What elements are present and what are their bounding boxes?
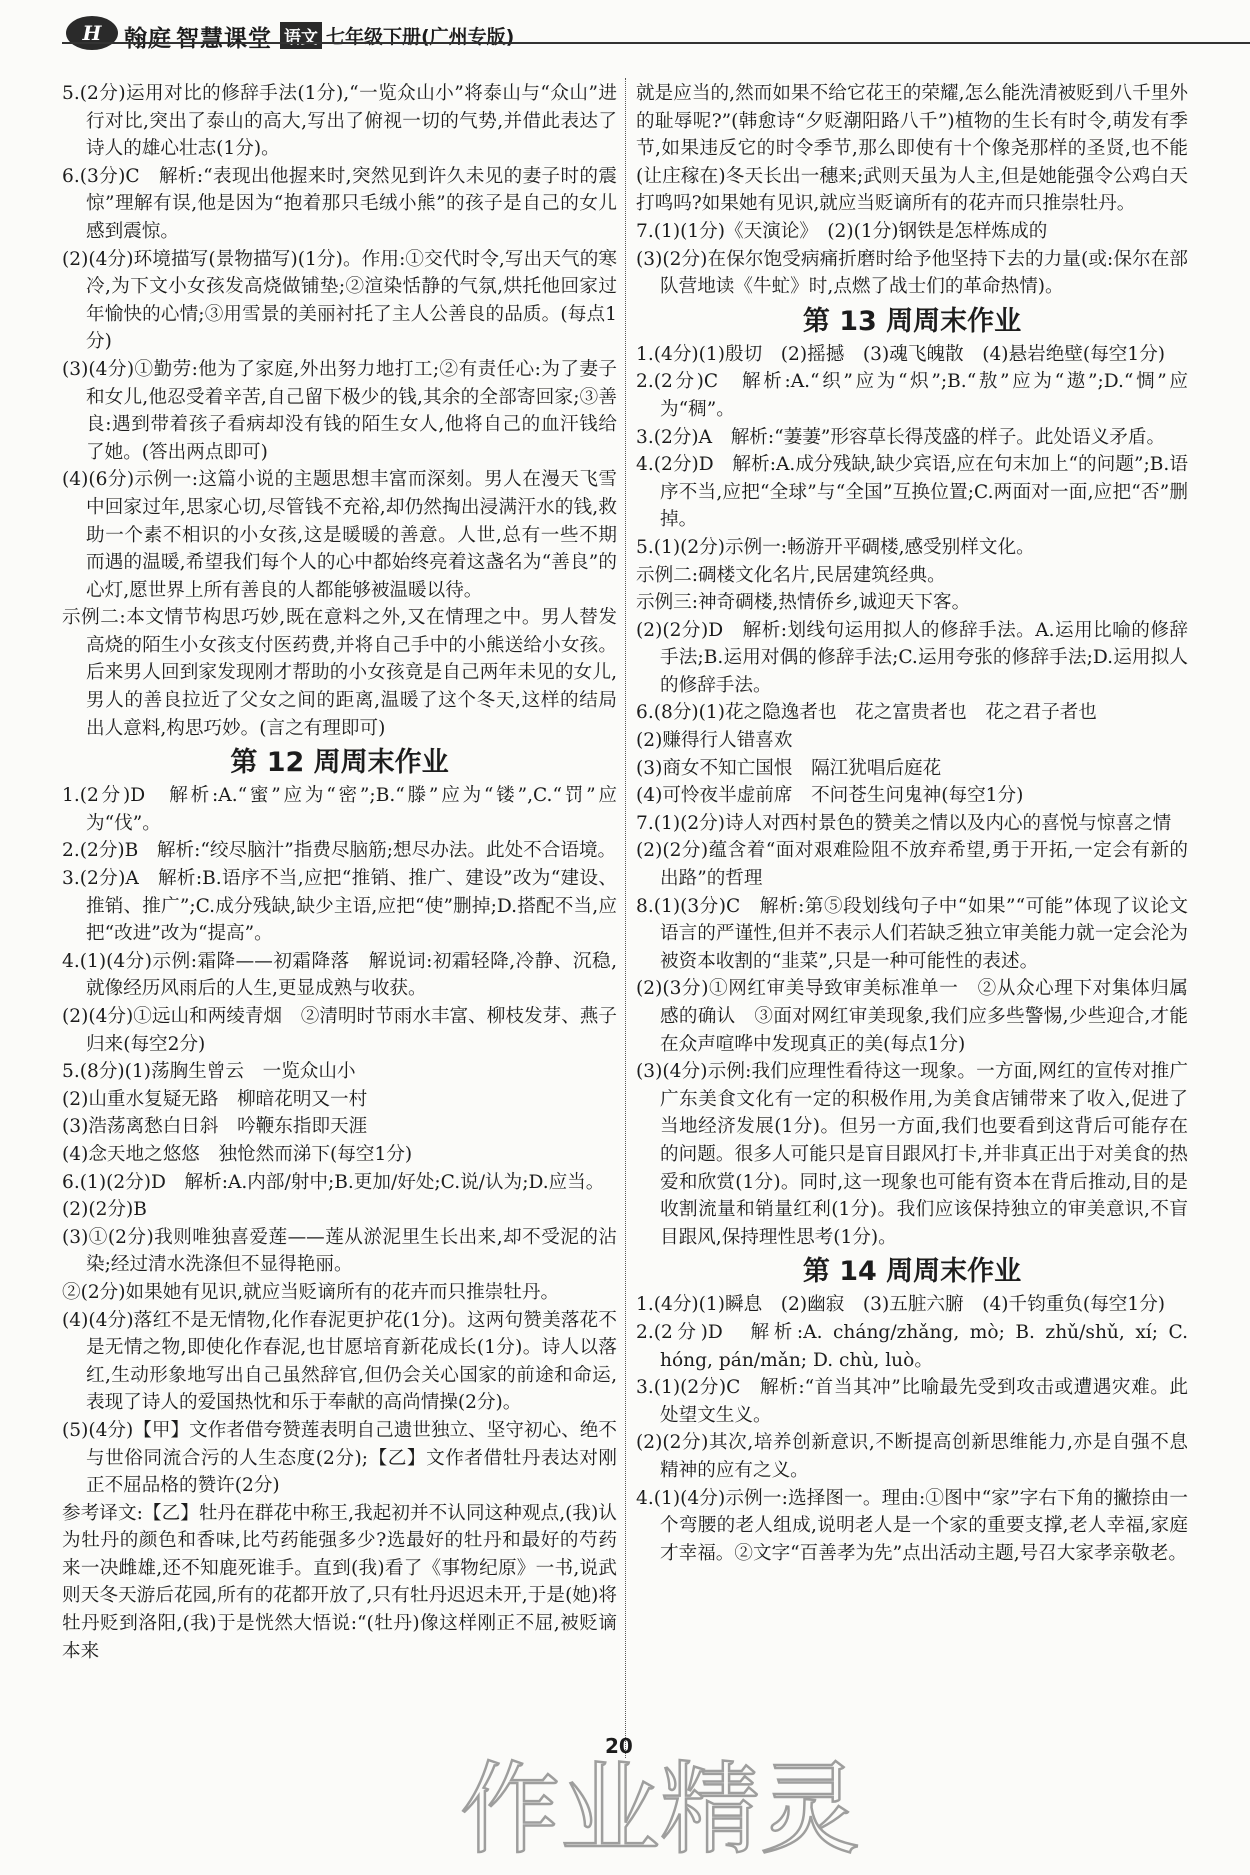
- grade-label: 七年级下册(广州专版): [326, 26, 515, 48]
- answer-paragraph: 7.(1)(1分)《天演论》 (2)(1分)钢铁是怎样炼成的: [636, 220, 1048, 242]
- section-heading: 第 14 周周末作业: [802, 1256, 1022, 1288]
- answer-paragraph: 6.(1)(2分)D 解析:A.内部/射中;B.更加/好处;C.说/认为;D.应当。: [62, 1171, 605, 1193]
- answer-paragraph: (2)(4分)①远山和两绫青烟 ②清明时节雨水丰富、柳枝发芽、燕子归来(每空2分): [62, 1006, 617, 1055]
- answer-paragraph: 1.(4分)(1)瞬息 (2)幽寂 (3)五脏六腑 (4)千钧重负(每空1分): [636, 1294, 1166, 1316]
- answer-paragraph: 4.(1)(4分)示例:霜降——初霜降落 解说词:初霜轻降,冷静、沉稳,就像经历风雨后的人生,更显成熟与收获。: [62, 950, 617, 1000]
- answer-paragraph: 4.(1)(4分)示例一:选择图一。理由:①图中“家”字右下角的撇捺由一个弯腰的老人组成,说明老人是一个家的重要支撑,老人幸福,家庭才幸福。②文字“百善孝为先”点出活动主题,号召大家孝亲敬老。: [636, 1487, 1188, 1564]
- answer-paragraph: (2)赚得行人错喜欢: [636, 730, 793, 752]
- right-column: [636, 80, 1188, 1567]
- answer-paragraph: (5)(4分)【甲】文作者借夸赞莲表明自己遗世独立、坚守初心、绝不与世俗同流合污的人生态度(2分);【乙】文作者借牡丹表达对刚正不屈品格的赞许(2分): [62, 1419, 617, 1497]
- answer-paragraph: 7.(1)(2分)诗人对西村景色的赞美之情以及内心的喜悦与惊喜之情: [636, 812, 1172, 834]
- answer-paragraph: 1.(2分)D 解析:A.“蜜”应为“密”;B.“滕”应为“镂”,C.“罚”应为“伐”。: [62, 785, 617, 834]
- answer-paragraph: (2)山重水复疑无路 柳暗花明又一村: [62, 1088, 368, 1110]
- answer-paragraph: 示例三:神奇碉楼,热情侨乡,诚迎天下客。: [636, 592, 971, 614]
- answer-paragraph: 5.(2分)运用对比的修辞手法(1分),“一览众山小”将泰山与“众山”进行对比,突出了泰山的高大,写出了俯视一切的气势,并借此表达了诗人的雄心壮志(1分)。: [62, 83, 617, 160]
- answer-paragraph: ②(2分)如果她有见识,就应当贬谪所有的花卉而只推崇牡丹。: [62, 1281, 560, 1303]
- answer-paragraph: 5.(8分)(1)荡胸生曾云 一览众山小: [62, 1061, 356, 1083]
- answer-paragraph: (3)①(2分)我则唯独喜爱莲——莲从淤泥里生长出来,却不受泥的沾染;经过清水洗涤但不显得艳丽。: [62, 1226, 617, 1276]
- section-heading: 第 13 周周末作业: [802, 305, 1022, 337]
- watermark-text: 作业精灵: [460, 1752, 860, 1867]
- left-column: [62, 80, 617, 1665]
- answer-paragraph: 2.(2分)B 解析:“绞尽脑汁”指费尽脑筋;想尽办法。此处不合语境。: [62, 840, 617, 862]
- page-header: [58, 12, 528, 56]
- answer-paragraph: 4.(2分)D 解析:A.成分残缺,缺少宾语,应在句末加上“的问题”;B.语序不当,应把“全球”与“全国”互换位置;C.两面对一面,应把“否”删掉。: [636, 454, 1188, 531]
- page-number: 20: [605, 1734, 633, 1758]
- reference-translation: 参考译文:【乙】牡丹在群花中称王,我起初并不认同这种观点,(我)认为牡丹的颜色和香味,比芍药能强多少?选最好的牡丹和最好的芍药来一决雌雄,还不知鹿死谁手。直到(我)看了《事物纪原》一书,说武则天冬天游后花园,所有的花都开放了,只有牡丹迟迟未开,于是(她)将牡丹贬到洛阳,(我)于是恍然大悟说:“(牡丹)像这样刚正不屈,被贬谪本来: [62, 1502, 617, 1662]
- answer-paragraph: 5.(1)(2分)示例一:畅游开平碉楼,感受别样文化。: [636, 536, 1035, 558]
- answer-paragraph: (2)(2分)蕴含着“面对艰难险阻不放弃希望,勇于开拓,一定会有新的出路”的哲理: [636, 840, 1188, 890]
- answer-paragraph: 示例二:本文情节构思巧妙,既在意料之外,又在情理之中。男人替发高烧的陌生小女孩支付医药费,并将自己手中的小熊送给小女孩。后来男人回到家发现刚才帮助的小女孩竟是自己两年未见的女儿,男人的善良拉近了父女之间的距离,温暖了这个冬天,这样的结局出人意料,构思巧妙。(言之有理即可): [62, 607, 617, 739]
- brand-logo-icon: H: [66, 16, 118, 50]
- answer-paragraph: 就是应当的,然而如果不给它花王的荣耀,怎么能洗清被贬到八千里外的耻辱呢?”(韩愈诗“夕贬潮阳路八千”)植物的生长有时令,萌发有季节,如果违反它的时令季节,那么即使有十个像尧那样的圣贤,也不能(让庄稼在)冬天长出一穗来;武则天虽为人主,但是她能强令公鸡白天打鸣吗?如果她有见识,就应当贬谪所有的花卉而只推崇牡丹。: [636, 83, 1188, 215]
- answer-paragraph: (2)(2分)D 解析:划线句运用拟人的修辞手法。A.运用比喻的修辞手法;B.运用对偶的修辞手法;C.运用夸张的修辞手法;D.运用拟人的修辞手法。: [636, 619, 1188, 696]
- answer-paragraph: 1.(4分)(1)殷切 (2)摇撼 (3)魂飞魄散 (4)悬岩绝壁(每空1分): [636, 343, 1166, 365]
- answer-paragraph: 2.(2分)D 解析:A. cháng/zhǎng, mò; B. zhǔ/shǔ, xí; C. hóng, pán/mǎn; D. chù, luò。: [636, 1321, 1188, 1371]
- answer-paragraph: (3)(4分)①勤劳:他为了家庭,外出努力地打工;②有责任心:为了妻子和女儿,他忍受着辛苦,自己留下极少的钱,其余的全部寄回家;③善良:遇到带着孩子看病却没有钱的陌生女人,他将自己的血汗钱给了她。(答出两点即可): [62, 358, 617, 463]
- answer-paragraph: (3)浩荡离愁白日斜 吟鞭东指即天涯: [62, 1116, 368, 1138]
- answer-paragraph: 3.(1)(2分)C 解析:“首当其冲”比喻最先受到攻击或遭遇灾难。此处望文生义。: [636, 1377, 1188, 1426]
- answer-paragraph: (3)(4分)示例:我们应理性看待这一现象。一方面,网红的宣传对推广广东美食文化有一定的积极作用,为美食店铺带来了收入,促进了当地经济发展(1分)。但另一方面,我们也要看到这背后可能存在的问题。很多人可能只是盲目跟风打卡,并非真正出于对美食的热爱和欣赏(1分)。同时,这一现象也可能有资本在背后推动,目的是收割流量和销量红利(1分)。我们应该保持独立的审美意识,不盲目跟风,保持理性思考(1分)。: [636, 1061, 1188, 1248]
- answer-paragraph: (4)可怜夜半虚前席 不问苍生问鬼神(每空1分): [636, 785, 1024, 807]
- answer-paragraph: (2)(3分)①网红审美导致审美标准单一 ②从众心理下对集体归属感的确认 ③面对网红审美现象,我们应多些警惕,少些迎合,才能在众声喧哗中发现真正的美(每点1分): [636, 978, 1188, 1055]
- column-divider: [625, 78, 626, 1758]
- answer-paragraph: (2)(2分)B: [62, 1199, 147, 1221]
- answer-paragraph: 2.(2分)C 解析:A.“织”应为“炽”;B.“敖”应为“遨”;D.“惆”应为“稠”。: [636, 371, 1188, 420]
- answer-paragraph: 6.(3分)C 解析:“表现出他握来时,突然见到许久未见的妻子时的震惊”理解有误,他是因为“抱着那只毛绒小熊”的孩子是自己的女儿感到震惊。: [62, 165, 617, 242]
- brand-name: 翰庭 智慧课堂: [124, 26, 272, 52]
- answer-paragraph: (2)(2分)其次,培养创新意识,不断提高创新思维能力,亦是自强不息精神的应有之义。: [636, 1432, 1188, 1481]
- answer-paragraph: 3.(2分)A 解析:“萋萋”形容草长得茂盛的样子。此处语义矛盾。: [636, 426, 1166, 448]
- subject-badge: 语文: [280, 22, 322, 49]
- answer-paragraph: (4)(6分)示例一:这篇小说的主题思想丰富而深刻。男人在漫天飞雪中回家过年,思家心切,尽管钱不充裕,却仍然掏出浸满汗水的钱,救助一个素不相识的小女孩,这是暖暖的善意。人世,总有一些不期而遇的温暖,希望我们每个人的心中都始终亮着这盏名为“善良”的心灯,愿世界上所有善良的人都能够被温暖以待。: [62, 469, 617, 601]
- answer-paragraph: (3)(2分)在保尔饱受病痛折磨时给予他坚持下去的力量(或:保尔在部队营地读《牛虻》时,点燃了战士们的革命热情)。: [636, 248, 1188, 298]
- answer-paragraph: (4)念天地之悠悠 独怆然而涕下(每空1分): [62, 1143, 413, 1165]
- watermark: [300, 1752, 1020, 1867]
- answer-paragraph: 示例二:碉楼文化名片,民居建筑经典。: [636, 564, 946, 586]
- section-heading: 第 12 周周末作业: [230, 747, 449, 779]
- answer-paragraph: (2)(4分)环境描写(景物描写)(1分)。作用:①交代时令,写出天气的寒冷,为下文小女孩发高烧做铺垫;②渲染恬静的气氛,烘托他回家过年愉快的心情;③用雪景的美丽衬托了主人公善良的品质。(每点1分): [62, 248, 617, 353]
- answer-paragraph: 6.(8分)(1)花之隐逸者也 花之富贵者也 花之君子者也: [636, 702, 1097, 724]
- answer-paragraph: 3.(2分)A 解析:B.语序不当,应把“推销、推广、建设”改为“建设、推销、推广”;C.成分残缺,缺少主语,应把“使”删掉;D.搭配不当,应把“改进”改为“提高”。: [62, 868, 617, 945]
- answer-paragraph: (3)商女不知亡国恨 隔江犹唱后庭花: [636, 757, 942, 779]
- answer-paragraph: 8.(1)(3分)C 解析:第⑤段划线句子中“如果”“可能”体现了议论文语言的严谨性,但并不表示人们若缺乏独立审美能力就一定会沦为被资本收割的“韭菜”,只是一种可能性的表述。: [636, 895, 1188, 972]
- header-rule: [62, 42, 1250, 44]
- answer-paragraph: (4)(4分)落红不是无情物,化作春泥更护花(1分)。这两句赞美落花不是无情之物,即使化作春泥,也甘愿培育新花成长(1分)。诗人以落红,生动形象地写出自己虽然辞官,但仍会关心国家的前途和命运,表现了诗人的爱国热忱和乐于奉献的高尚情操(2分)。: [62, 1309, 617, 1414]
